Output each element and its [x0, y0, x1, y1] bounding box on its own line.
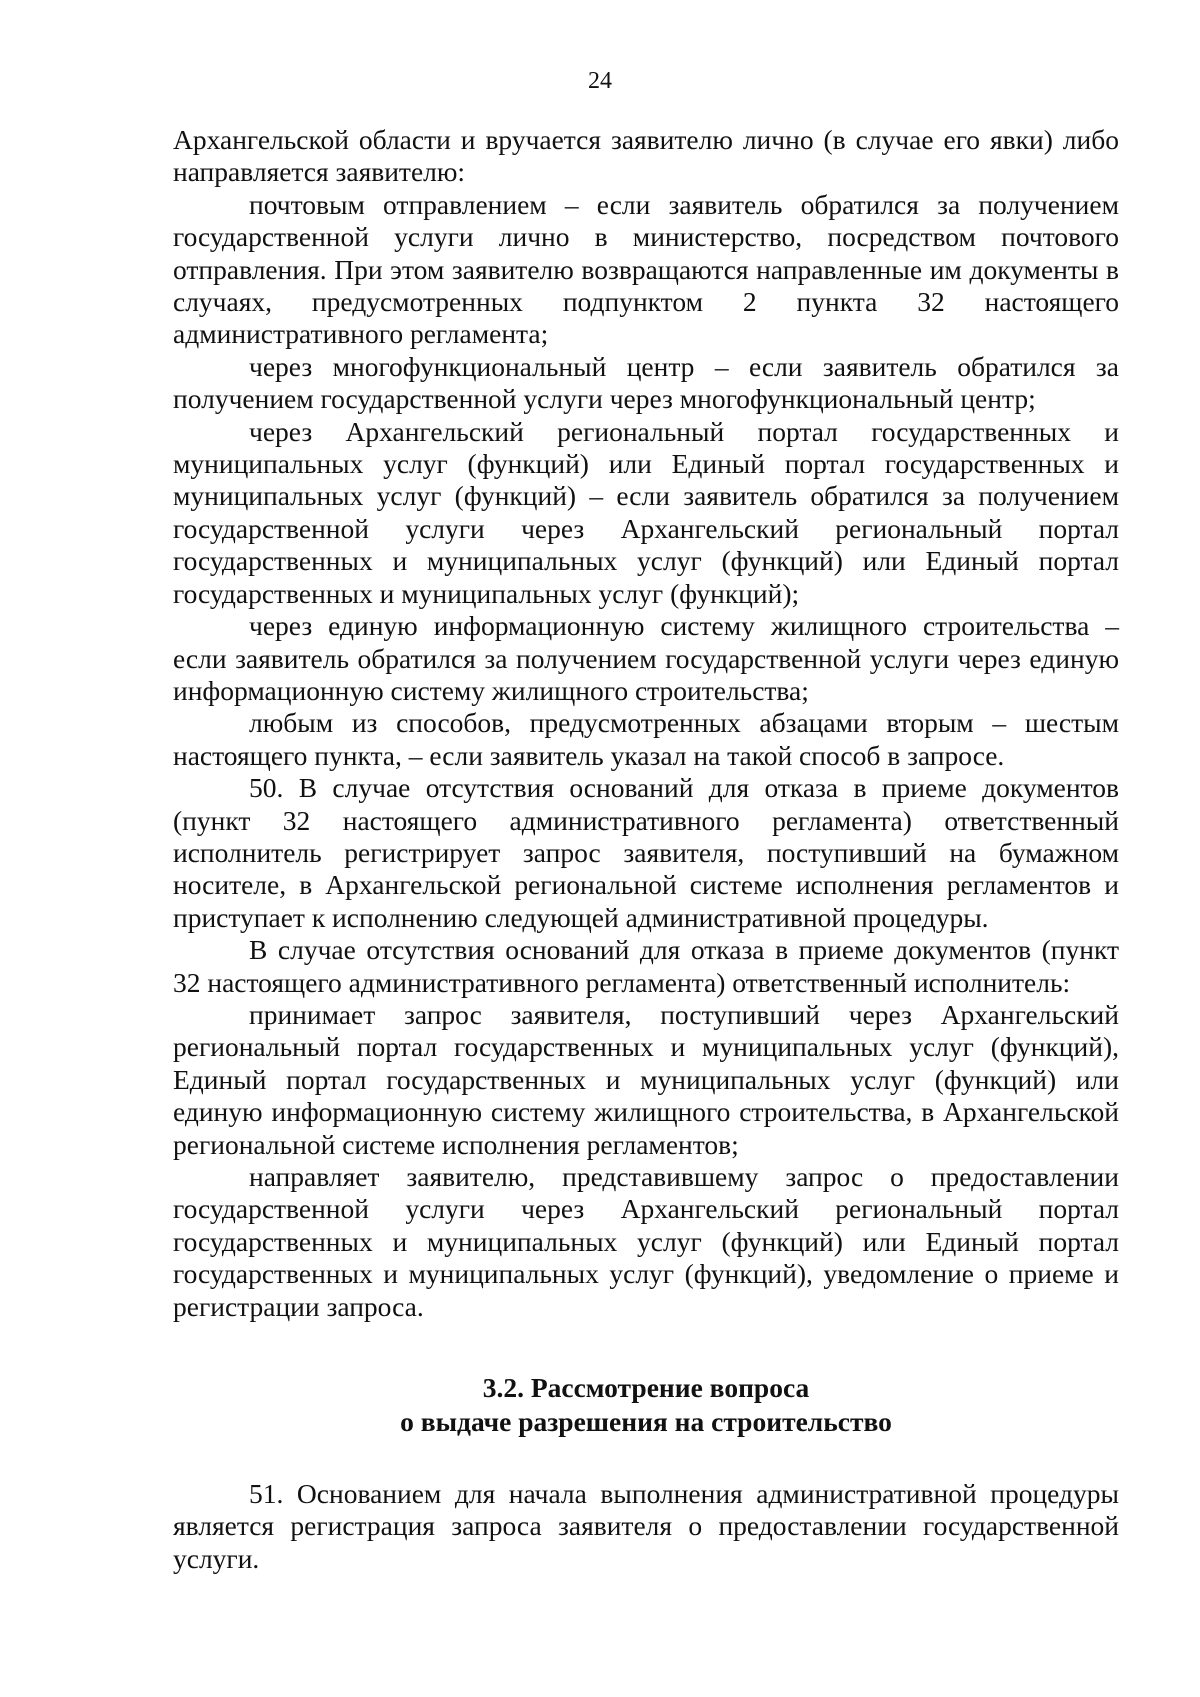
section-heading-line-2: о выдаче разрешения на строительство	[400, 1406, 892, 1438]
section-heading-line-1: 3.2. Рассмотрение вопроса	[482, 1372, 810, 1404]
page-number: 24	[588, 68, 612, 94]
paragraph-item-51: 51. Основанием для начала выполнения административной процедуры является регистрация запроса заявителя о предоставлении государственной услуги.	[173, 1478, 1119, 1574]
paragraph-item-50: 50. В случае отсутствия оснований для отказа в приеме документов (пункт 32 настоящего административного регламента) ответственный исполнитель регистрирует запрос заявителя, поступивший на бумажном носителе, в Архангельской региональной системе исполнения регламентов и приступает к исполнению следующей административной процедуры.	[173, 772, 1119, 933]
document-body	[173, 124, 1119, 1575]
paragraph: В случае отсутствия оснований для отказа в приеме документов (пункт 32 настоящего административного регламента) ответственный исполнитель:	[173, 934, 1119, 998]
paragraph: любым из способов, предусмотренных абзацами вторым – шестым настоящего пункта, – если заявитель указал на такой способ в запросе.	[173, 707, 1119, 771]
paragraph: через Архангельский региональный портал государственных и муниципальных услуг (функций) или Единый портал государственных и муниципальных услуг (функций) – если заявитель обратился за получением государственной услуги через Архангельский региональный портал государственных и муниципальных услуг (функций) или Единый портал государственных и муниципальных услуг (функций);	[173, 415, 1119, 609]
section-heading	[173, 1371, 1119, 1439]
paragraph: через единую информационную систему жилищного строительства – если заявитель обратился за получением государственной услуги через единую информационную систему жилищного строительства;	[173, 610, 1119, 706]
paragraph: через многофункциональный центр – если заявитель обратился за получением государственной услуги через многофункциональный центр;	[173, 350, 1119, 415]
paragraph: принимает запрос заявителя, поступивший через Архангельский региональный портал государственных и муниципальных услуг (функций), Единый портал государственных и муниципальных услуг (функций) или единую информационную систему жилищного строительства, в Архангельской региональной системе исполнения регламентов;	[173, 998, 1119, 1160]
paragraph: направляет заявителю, представившему запрос о предоставлении государственной услуги через Архангельский региональный портал государственных и муниципальных услуг (функций) или Единый портал государственных и муниципальных услуг (функций), уведомление о приеме и регистрации запроса.	[173, 1161, 1119, 1322]
paragraph: почтовым отправлением – если заявитель обратился за получением государственной услуги лично в министерство, посредством почтового отправления. При этом заявителю возвращаются направленные им документы в случаях, предусмотренных подпунктом 2 пункта 32 настоящего административного регламента;	[173, 188, 1119, 350]
paragraph: Архангельской области и вручается заявителю лично (в случае его явки) либо направляется заявителю:	[173, 124, 1119, 188]
